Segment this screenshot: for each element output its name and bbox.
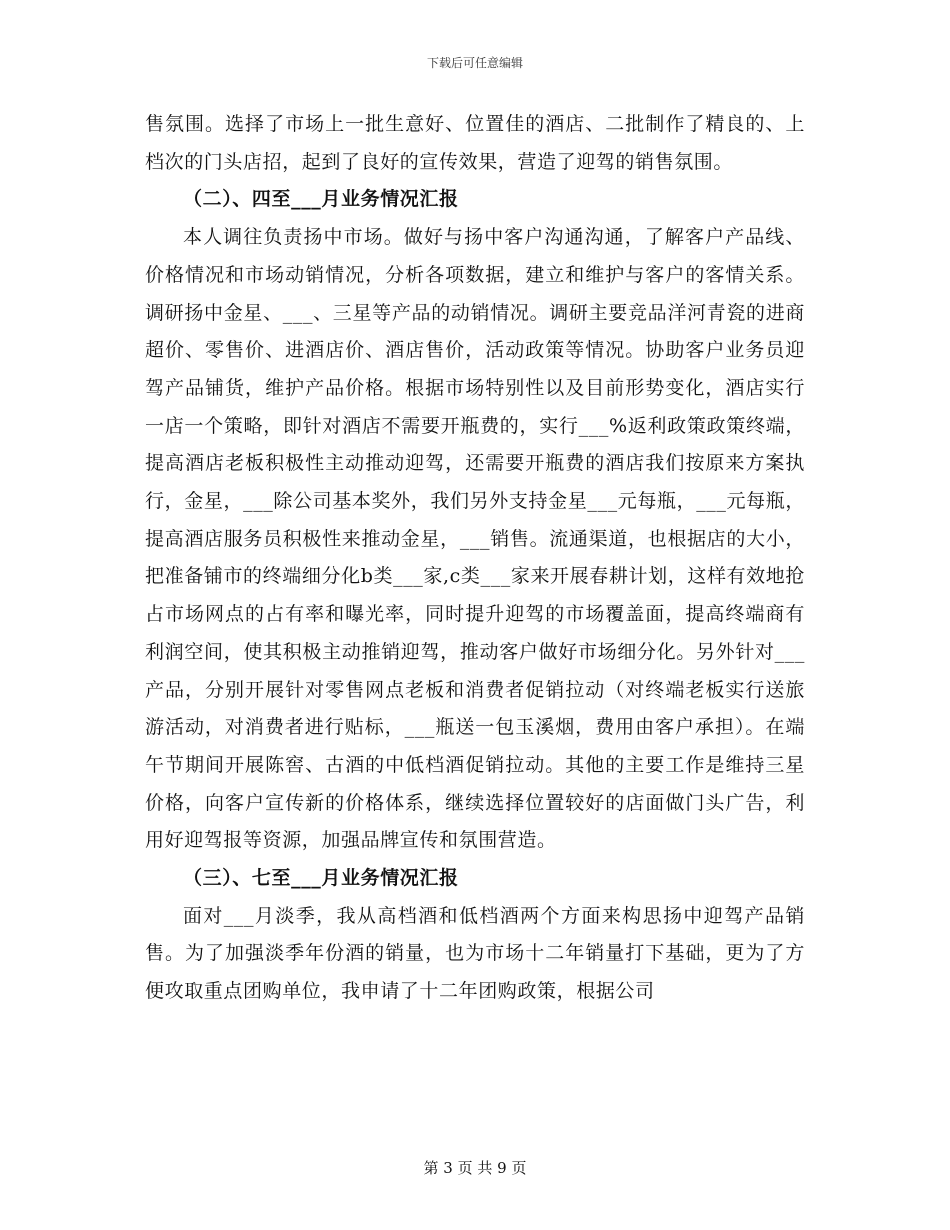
section-heading-2: （二）、四至___月业务情况汇报 <box>183 188 459 211</box>
paragraph-intro: 售氛围。选择了市场上一批生意好、位置佳的酒店、二批制作了精良的、上档次的门头店招，起到了良好的宣传效果，营造了迎驾的销售氛围。 <box>145 113 805 173</box>
document-body <box>145 106 805 1011</box>
page-footer-number: 第 3 页 共 9 页 <box>423 1159 527 1177</box>
paragraph-section-2: 本人调往负责扬中市场。做好与扬中客户沟通沟通，了解客户产品线、价格情况和市场动销情况，分析各项数据，建立和维护与客户的客情关系。调研扬中金星、___、三星等产品的动销情况。调研主要竞品洋河青瓷的进商超价、零售价、进酒店价、酒店售价，活动政策等情况。协助客户业务员迎驾产品铺货，维护产品价格。根据市场特别性以及目前形势变化，酒店实行一店一个策略，即针对酒店不需要开瓶费的，实行___%返利政策政策终端，提高酒店老板积极性主动推动迎驾，还需要开瓶费的酒店我们按原来方案执行，金星，___除公司基本奖外，我们另外支持金星___元每瓶，___元每瓶，提高酒店服务员积极性来推动金星，___销售。流通渠道，也根据店的大小，把准备铺市的终端细分化b类___家,c类___家来开展春耕计划，这样有效地抢占市场网点的占有率和曝光率，同时提升迎驾的市场覆盖面，提高终端商有利润空间，使其积极主动推销迎驾，推动客户做好市场细分化。另外针对___产品，分别开展针对零售网点老板和消费者促销拉动（对终端老板实行送旅游活动，对消费者进行贴标，___瓶送一包玉溪烟，费用由客户承担）。在端午节期间开展陈窖、古酒的中低档酒促销拉动。其他的主要工作是维持三星价格，向客户宣传新的价格体系，继续选择位置较好的店面做门头广告，利用好迎驾报等资源，加强品牌宣传和氛围营造。 <box>145 226 805 852</box>
page-header-note: 下载后可任意编辑 <box>426 56 523 70</box>
section-heading-3: （三）、七至___月业务情况汇报 <box>183 867 459 890</box>
paragraph-section-3: 面对___月淡季，我从高档酒和低档酒两个方面来构思扬中迎驾产品销售。为了加强淡季年份酒的销量，也为市场十二年销量打下基础，更为了方便攻取重点团购单位，我申请了十二年团购政策，根据公司 <box>145 904 805 1003</box>
